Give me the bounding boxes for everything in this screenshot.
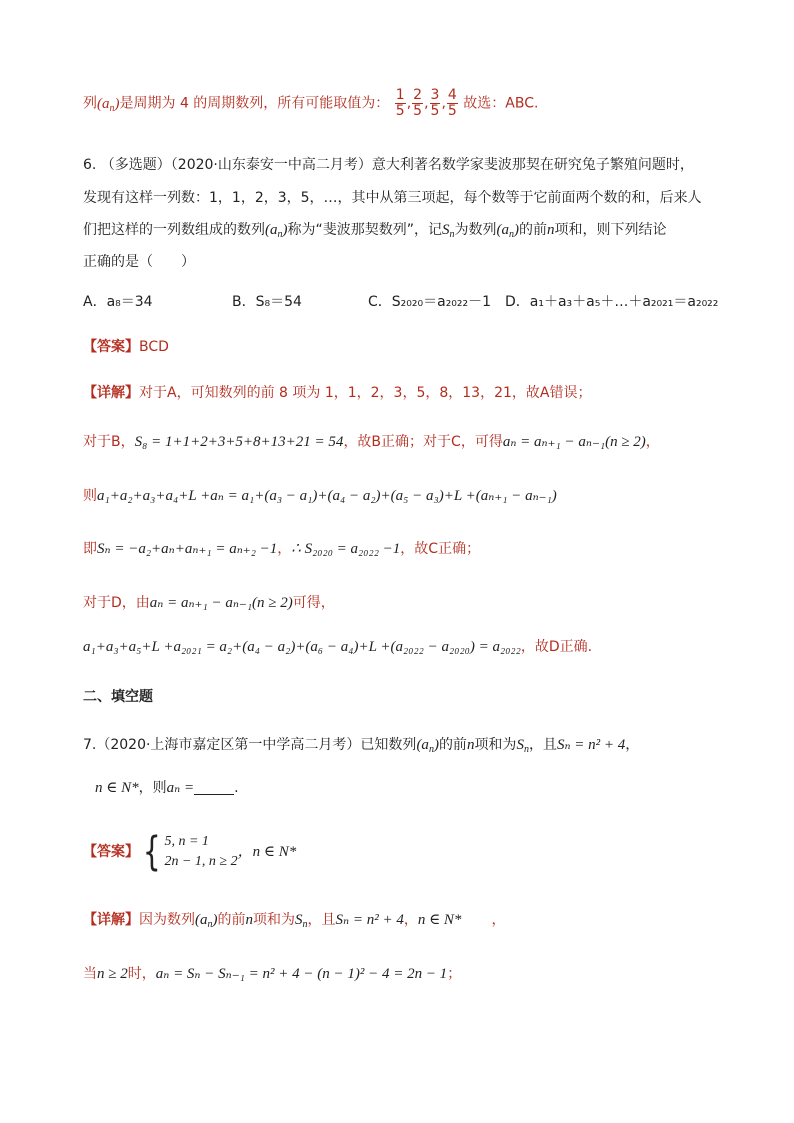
answer-label: 【答案】 <box>83 339 139 355</box>
q7-answer <box>83 828 296 876</box>
q7-line1-formula: Sₙ = n² + 4 <box>556 737 626 753</box>
fill-in-blank <box>194 780 234 795</box>
q6-option-c: C．S₂₀₂₀＝a₂₀₂₂－1 <box>368 294 492 310</box>
q7-line2-formula-1: n ∈ N* <box>95 780 139 796</box>
case-1: 5, n = 1 <box>164 834 209 849</box>
q6-option-b: B．S₈＝54 <box>232 294 302 310</box>
q6-line3-part-d: 的前 <box>519 222 548 238</box>
detail2-part-a: 对于B， <box>83 434 135 450</box>
left-brace-icon: { <box>142 829 161 875</box>
q7-detail-line-1: 【详解】因为数列$(a_n)$的前n项和为$S_n$，且Sₙ = n² + 4，n ∈ N* ， <box>83 912 506 930</box>
q6-option-a: A．a₈＝34 <box>83 294 153 310</box>
q6-line-4: 正确的是（ ） <box>83 254 195 270</box>
prev-answer-line: 列$(a_n)$是周期为 4 的周期数列，所有可能取值为： $\frac{1}{5}$ , $\frac{2}{5}$ , $\frac{3}{5}$ , $\frac{4}{5}$ 故选：ABC. <box>83 87 539 119</box>
detail4-formula-2: ∴ S₂₀₂₀ = a₂₀₂₂ −1 <box>291 541 401 557</box>
q6-detail-line-6 <box>83 637 592 657</box>
detail2-formula-2: aₙ = aₙ₊₁ − aₙ₋₁(n ≥ 2) <box>502 434 646 450</box>
detail4-formula-1: Sₙ = −a₂+aₙ+aₙ₊₁ = aₙ₊₂ −1 <box>97 541 278 557</box>
q6-detail-line-3 <box>83 486 557 506</box>
q7-line1-part-c: 项和为 <box>474 737 517 753</box>
detail5-formula: aₙ = aₙ₊₁ − aₙ₋₁(n ≥ 2) <box>149 595 293 611</box>
fraction-3: $\frac{3}{5}$ <box>430 87 440 119</box>
detail2-part-c: ，故B正确；对于C，可得 <box>343 434 503 450</box>
q6-detail-line-5 <box>83 593 335 613</box>
q7-line-1: 7.（2020·上海市嘉定区第一中学高二月考）已知数列$(a_n)$的前n项和为$S_n$，且Sₙ = n² + 4， <box>83 737 640 755</box>
q6-option-d: D．a₁＋a₃＋a₅＋…＋a₂₀₂₁＝a₂₀₂₂ <box>505 294 719 310</box>
q6-line3-part-a: 们把这样的一列数组成的数列 <box>83 222 265 238</box>
detail3-part-a: 则 <box>83 488 97 504</box>
q7-detail1-part-c: 项和为 <box>253 912 295 928</box>
answer-value: BCD <box>139 339 169 355</box>
q7-answer-tail: ，n ∈ N* <box>237 844 297 860</box>
q7-detail2-part-c: 时， <box>127 966 156 982</box>
q7-detail1-part-h: ， <box>491 912 506 928</box>
detail2-part-e: ， <box>645 434 660 450</box>
q7-detail2-part-a: 当 <box>83 966 97 982</box>
detail5-part-a: 对于D，由 <box>83 595 150 611</box>
detail3-formula: a₁+a₂+a₃+a₄+L +aₙ = a₁+(a₃ − a₁)+(a₄ − a₂)+(a₅ − a₃)+L +(aₙ₊₁ − aₙ₋₁) <box>97 488 557 504</box>
q7-detail1-domain: n ∈ N* <box>417 912 462 928</box>
q7-line2-formula-2: aₙ = <box>166 780 195 796</box>
seq-subscript: n <box>109 102 115 114</box>
q7-detail-line-2 <box>83 964 461 984</box>
q7-line2-part-b: ，则 <box>138 780 167 796</box>
q6-line-2: 发现有这样一列数：1，1，2，3，5，…，其中从第三项起，每个数等于它前面两个数的和，后来人 <box>83 190 702 206</box>
detail-text-1: 对于A，可知数列的前 8 项为 1，1，2，3，5，8，13，21，故A错误； <box>139 385 592 401</box>
q6-line3-part-e: 项和，则下列结论 <box>554 222 667 238</box>
q7-detail1-part-d: ，且 <box>307 912 336 928</box>
q6-line3-part-b: 称为“斐波那契数列”，记 <box>287 222 443 238</box>
detail6-formula: a₁+a₃+a₅+L +a₂₀₂₁ = a₂+(a₄ − a₂)+(a₆ − a₄)+L +(a₂₀₂₂ − a₂₀₂₀) = a₂₀₂₂ <box>83 639 521 655</box>
detail4-part-c: ， <box>277 541 292 557</box>
detail2-formula-1: S₈ = 1+1+2+3+5+8+13+21 = 54 <box>134 434 344 450</box>
prev-answer-text: 是周期为 4 的周期数列，所有可能取值为： <box>119 95 390 112</box>
case-2: 2n − 1, n ≥ 2 <box>164 854 238 869</box>
q7-detail2-formula: aₙ = Sₙ − Sₙ₋₁ = n² + 4 − (n − 1)² − 4 = 2n − 1 <box>155 966 448 982</box>
q7-detail1-part-f: ， <box>403 912 418 928</box>
prev-answer-choice: 故选：ABC. <box>463 95 539 112</box>
q6-line-1: 6. （多选题）（2020·山东泰安一中高二月考）意大利著名数学家斐波那契在研究兔子繁殖问题时， <box>83 157 694 173</box>
seq-symbol: a <box>102 95 110 112</box>
q6-detail-line-4 <box>83 539 480 559</box>
q6-line-3: 们把这样的一列数组成的数列$(a_n)$称为“斐波那契数列”，记$S_n$为数列$(a_n)$的前n项和，则下列结论 <box>83 222 667 240</box>
fraction-1: $\frac{1}{5}$ <box>395 87 405 119</box>
q7-detail1-formula: Sₙ = n² + 4 <box>335 912 404 928</box>
seq-prefix: 列 <box>83 95 97 112</box>
q7-line-2 <box>95 778 239 798</box>
q7-line2-period: . <box>234 780 239 796</box>
q7-detail2-part-e: ； <box>447 966 462 982</box>
detail6-part-b: ，故D正确. <box>520 639 593 655</box>
detail4-part-a: 即 <box>83 541 97 557</box>
q7-line1-part-f: ， <box>625 737 640 753</box>
q7-detail1-part-b: 的前 <box>217 912 246 928</box>
q6-detail-line-1 <box>83 383 591 403</box>
detail4-part-e: ，故C正确； <box>400 541 481 557</box>
section-heading: 二、填空题 <box>83 689 153 705</box>
q7-line1-part-a: 7.（2020·上海市嘉定区第一中学高二月考）已知数列 <box>83 737 417 753</box>
piecewise-cases <box>164 832 237 872</box>
q7-detail1-part-a: 因为数列 <box>139 912 195 928</box>
q7-answer-label: 【答案】 <box>83 844 139 860</box>
q6-detail-line-2 <box>83 432 660 452</box>
q6-answer <box>83 337 169 357</box>
detail-label: 【详解】 <box>83 385 139 401</box>
q7-detail2-condition: n ≥ 2 <box>97 966 128 982</box>
q7-detail-label: 【详解】 <box>83 912 139 928</box>
q6-line3-part-c: 为数列 <box>454 222 497 238</box>
fraction-4: $\frac{4}{5}$ <box>447 87 457 119</box>
fraction-2: $\frac{2}{5}$ <box>413 87 423 119</box>
q7-line1-part-b: 的前 <box>438 737 467 753</box>
q7-line1-part-d: ，且 <box>528 737 557 753</box>
detail5-part-c: 可得， <box>292 595 335 611</box>
